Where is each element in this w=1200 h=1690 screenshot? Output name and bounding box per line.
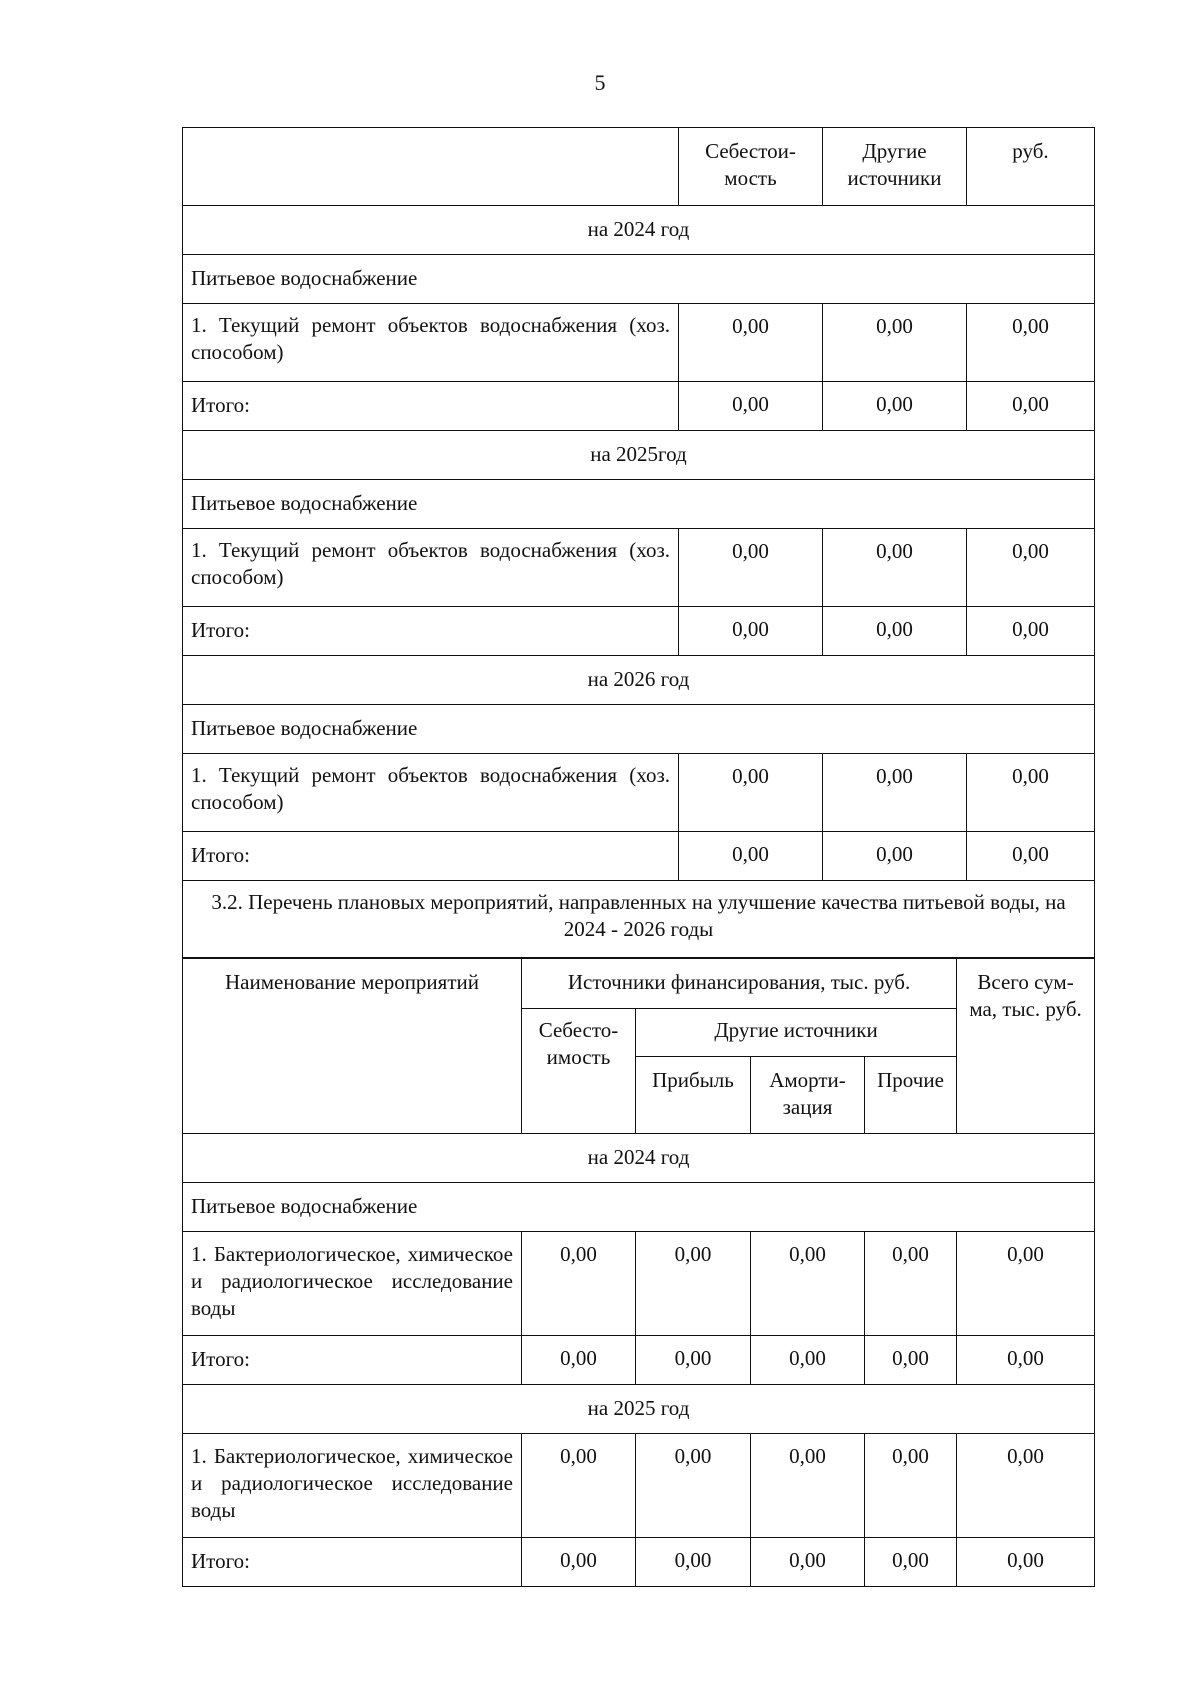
value-cell: 0,00	[522, 1538, 636, 1587]
section-title-row	[183, 881, 1095, 958]
value-cell: 0,00	[751, 1232, 865, 1336]
year-row	[183, 1385, 1095, 1434]
group-label: Питьевое водоснабжение	[183, 480, 1095, 529]
table-row	[183, 1434, 1095, 1538]
value-cell: 0,00	[957, 1336, 1095, 1385]
year-row	[183, 1134, 1095, 1183]
header-cost: Себестои-мость	[679, 128, 823, 206]
item-name: 1. Текущий ремонт объектов водоснабжения (хоз. способом)	[183, 754, 679, 832]
header-other-sources: Другие источники	[636, 1009, 957, 1057]
total-label: Итого:	[183, 382, 679, 431]
year-row	[183, 206, 1095, 255]
value-cell: 0,00	[865, 1538, 957, 1587]
year-row	[183, 431, 1095, 480]
value-cell: 0,00	[967, 304, 1095, 382]
value-cell: 0,00	[679, 832, 823, 881]
year-label: на 2026 год	[183, 656, 1095, 705]
group-row	[183, 480, 1095, 529]
item-name: 1. Бактериологическое, химическое и радиологическое исследование воды	[183, 1434, 522, 1538]
value-cell: 0,00	[967, 529, 1095, 607]
header-other-sources: Другие источники	[823, 128, 967, 206]
group-label: Питьевое водоснабжение	[183, 255, 1095, 304]
group-row	[183, 705, 1095, 754]
value-cell: 0,00	[751, 1336, 865, 1385]
table-row	[183, 1232, 1095, 1336]
value-cell: 0,00	[522, 1232, 636, 1336]
year-label: на 2024 год	[183, 206, 1095, 255]
value-cell: 0,00	[865, 1232, 957, 1336]
value-cell: 0,00	[636, 1336, 751, 1385]
value-cell: 0,00	[823, 754, 967, 832]
header-total-sum: Всего сум-ма, тыс. руб.	[957, 959, 1095, 1134]
value-cell: 0,00	[957, 1434, 1095, 1538]
value-cell: 0,00	[679, 382, 823, 431]
value-cell: 0,00	[679, 304, 823, 382]
header-misc: Прочие	[865, 1057, 957, 1134]
value-cell: 0,00	[823, 607, 967, 656]
item-name: 1. Бактериологическое, химическое и радиологическое исследование воды	[183, 1232, 522, 1336]
year-label: на 2025 год	[183, 1385, 1095, 1434]
value-cell: 0,00	[679, 607, 823, 656]
value-cell: 0,00	[636, 1232, 751, 1336]
value-cell: 0,00	[967, 382, 1095, 431]
value-cell: 0,00	[957, 1538, 1095, 1587]
header-amortization: Аморти-зация	[751, 1057, 865, 1134]
total-row	[183, 832, 1095, 881]
table-row	[183, 754, 1095, 832]
table-header-row	[183, 959, 1095, 1009]
year-label: на 2025год	[183, 431, 1095, 480]
table-row	[183, 529, 1095, 607]
value-cell: 0,00	[957, 1232, 1095, 1336]
value-cell: 0,00	[751, 1538, 865, 1587]
header-name: Наименование мероприятий	[183, 959, 522, 1134]
group-row	[183, 255, 1095, 304]
header-profit: Прибыль	[636, 1057, 751, 1134]
total-row	[183, 1538, 1095, 1587]
value-cell: 0,00	[823, 832, 967, 881]
group-label: Питьевое водоснабжение	[183, 1183, 1095, 1232]
value-cell: 0,00	[522, 1336, 636, 1385]
value-cell: 0,00	[823, 529, 967, 607]
value-cell: 0,00	[522, 1434, 636, 1538]
measures-table-1	[182, 127, 1095, 958]
measures-table-2	[182, 958, 1095, 1587]
item-name: 1. Текущий ремонт объектов водоснабжения (хоз. способом)	[183, 529, 679, 607]
value-cell: 0,00	[823, 382, 967, 431]
value-cell: 0,00	[967, 754, 1095, 832]
total-label: Итого:	[183, 832, 679, 881]
section-title: 3.2. Перечень плановых мероприятий, направленных на улучшение качества питьевой воды, на 2024 - 2026 годы	[183, 881, 1095, 958]
total-label: Итого:	[183, 607, 679, 656]
value-cell: 0,00	[751, 1434, 865, 1538]
total-row	[183, 1336, 1095, 1385]
value-cell: 0,00	[636, 1434, 751, 1538]
value-cell: 0,00	[679, 529, 823, 607]
group-row	[183, 1183, 1095, 1232]
header-cost: Себесто-имость	[522, 1009, 636, 1134]
total-label: Итого:	[183, 1538, 522, 1587]
year-row	[183, 656, 1095, 705]
value-cell: 0,00	[823, 304, 967, 382]
item-name: 1. Текущий ремонт объектов водоснабжения (хоз. способом)	[183, 304, 679, 382]
value-cell: 0,00	[865, 1434, 957, 1538]
header-empty-cell	[183, 128, 679, 206]
value-cell: 0,00	[636, 1538, 751, 1587]
year-label: на 2024 год	[183, 1134, 1095, 1183]
header-sources: Источники финансирования, тыс. руб.	[522, 959, 957, 1009]
value-cell: 0,00	[865, 1336, 957, 1385]
group-label: Питьевое водоснабжение	[183, 705, 1095, 754]
total-row	[183, 382, 1095, 431]
total-row	[183, 607, 1095, 656]
page-number: 5	[594, 70, 606, 95]
value-cell: 0,00	[967, 832, 1095, 881]
value-cell: 0,00	[967, 607, 1095, 656]
total-label: Итого:	[183, 1336, 522, 1385]
table-row	[183, 304, 1095, 382]
table-header-row	[183, 128, 1095, 206]
value-cell: 0,00	[679, 754, 823, 832]
header-rub: руб.	[967, 128, 1095, 206]
